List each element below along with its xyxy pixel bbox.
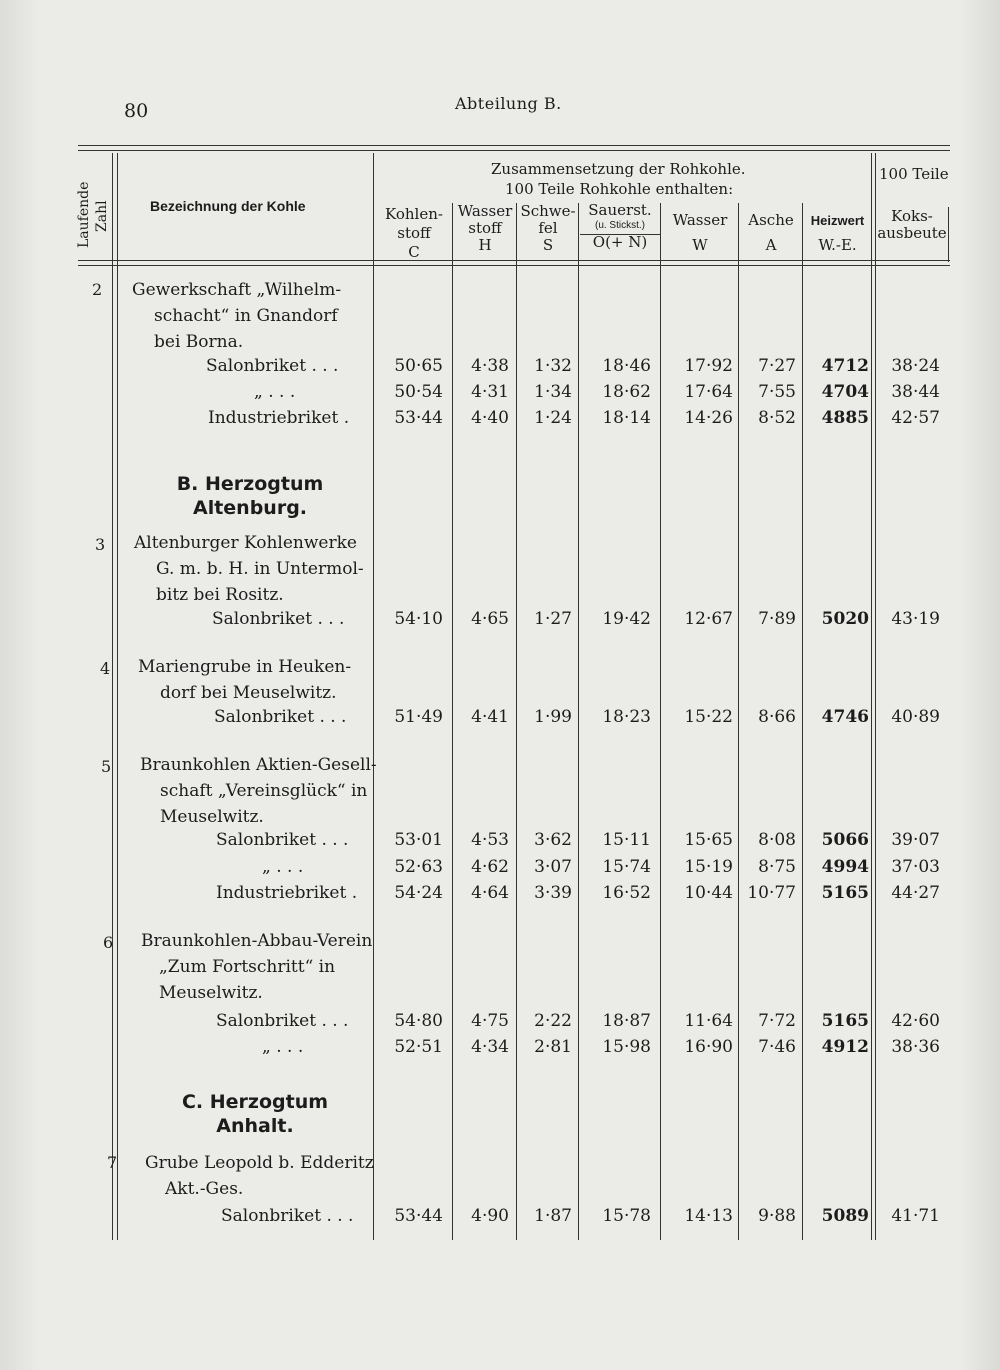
row-label: „ . . . bbox=[254, 382, 296, 402]
cell-a: 8·66 bbox=[758, 707, 796, 727]
entry-number: 5 bbox=[101, 757, 112, 776]
cell-c: 53·44 bbox=[394, 408, 443, 428]
row-label: Salonbriket . . . bbox=[214, 707, 347, 727]
col-divider-w bbox=[738, 203, 739, 1240]
entry-number: 4 bbox=[100, 659, 111, 678]
cell-k: 40·89 bbox=[891, 707, 940, 727]
col-divider-right bbox=[948, 207, 949, 262]
cell-w: 11·64 bbox=[684, 1011, 733, 1031]
cell-s: 2·81 bbox=[534, 1037, 572, 1057]
cell-h: 4·65 bbox=[471, 609, 509, 629]
cell-h: 4·31 bbox=[471, 382, 509, 402]
cell-w: 12·67 bbox=[684, 609, 733, 629]
cell-c: 50·54 bbox=[394, 382, 443, 402]
cell-w: 15·65 bbox=[684, 830, 733, 850]
header-c: Kohlen- stoff C bbox=[385, 205, 443, 261]
cell-s: 1·99 bbox=[534, 707, 572, 727]
cell-k: 43·19 bbox=[891, 609, 940, 629]
cell-a: 7·46 bbox=[758, 1037, 796, 1057]
cell-hw: 4712 bbox=[821, 356, 869, 376]
row-label: Salonbriket . . . bbox=[221, 1206, 354, 1226]
row-label: Salonbriket . . . bbox=[206, 356, 339, 376]
cell-hw: 4704 bbox=[821, 382, 869, 402]
cell-o: 18·62 bbox=[602, 382, 651, 402]
section-altenburg: B. Herzogtum Altenburg. bbox=[176, 473, 324, 519]
cell-w: 14·26 bbox=[684, 408, 733, 428]
cell-o: 15·74 bbox=[602, 857, 651, 877]
cell-a: 9·88 bbox=[758, 1206, 796, 1226]
cell-w: 17·64 bbox=[684, 382, 733, 402]
entry-name: Gewerkschaft „Wilhelm- schacht“ in Gnandorf bei Borna. bbox=[132, 280, 342, 352]
cell-o: 18·23 bbox=[602, 707, 651, 727]
section-anhalt: C. Herzogtum Anhalt. bbox=[181, 1091, 329, 1137]
cell-o: 15·11 bbox=[602, 830, 651, 850]
row-label: Salonbriket . . . bbox=[216, 1011, 349, 1031]
cell-w: 15·22 bbox=[684, 707, 733, 727]
cell-h: 4·34 bbox=[471, 1037, 509, 1057]
col-divider-s bbox=[578, 203, 579, 1240]
cell-k: 44·27 bbox=[891, 883, 940, 903]
cell-k: 42·57 bbox=[891, 408, 940, 428]
entry-name: Braunkohlen-Abbau-Verein „Zum Fortschritt“ in Meuselwitz. bbox=[141, 931, 373, 1003]
cell-hw: 4885 bbox=[821, 408, 869, 428]
cell-c: 53·01 bbox=[394, 830, 443, 850]
cell-hw: 4994 bbox=[821, 857, 869, 877]
col-divider-hw-2 bbox=[875, 153, 876, 1240]
cell-w: 15·19 bbox=[684, 857, 733, 877]
cell-s: 1·27 bbox=[534, 609, 572, 629]
running-head: Abteilung B. bbox=[455, 94, 562, 113]
cell-c: 53·44 bbox=[394, 1206, 443, 1226]
header-bottom-rule bbox=[78, 260, 950, 261]
header-a: Asche A bbox=[748, 211, 794, 254]
cell-o: 15·78 bbox=[602, 1206, 651, 1226]
cell-h: 4·40 bbox=[471, 408, 509, 428]
cell-s: 3·62 bbox=[534, 830, 572, 850]
cell-c: 54·80 bbox=[394, 1011, 443, 1031]
cell-h: 4·62 bbox=[471, 857, 509, 877]
top-rule bbox=[78, 145, 950, 146]
cell-hw: 4912 bbox=[821, 1037, 869, 1057]
cell-c: 50·65 bbox=[394, 356, 443, 376]
header-right-title: 100 Teile bbox=[879, 165, 949, 183]
entry-name: Grube Leopold b. Edderitz Akt.-Ges. bbox=[145, 1153, 374, 1199]
header-group-sub: 100 Teile Rohkohle enthalten: bbox=[505, 180, 734, 198]
header-bottom-rule-2 bbox=[78, 265, 950, 266]
cell-hw: 5165 bbox=[821, 883, 869, 903]
cell-k: 42·60 bbox=[891, 1011, 940, 1031]
entry-number: 3 bbox=[95, 535, 106, 554]
cell-o: 16·52 bbox=[602, 883, 651, 903]
cell-s: 1·24 bbox=[534, 408, 572, 428]
cell-k: 38·44 bbox=[891, 382, 940, 402]
header-laufende: Laufende bbox=[76, 181, 92, 248]
header-hw: Heizwert W.-E. bbox=[810, 213, 865, 254]
cell-h: 4·75 bbox=[471, 1011, 509, 1031]
header-o: Sauerst. (u. Stickst.) O(+ N) bbox=[588, 201, 652, 251]
cell-h: 4·41 bbox=[471, 707, 509, 727]
cell-w: 14·13 bbox=[684, 1206, 733, 1226]
cell-a: 7·89 bbox=[758, 609, 796, 629]
cell-hw: 5165 bbox=[821, 1011, 869, 1031]
col-divider-c bbox=[452, 203, 453, 1240]
header-koks: Koks- ausbeute bbox=[877, 207, 947, 242]
cell-k: 39·07 bbox=[891, 830, 940, 850]
row-label: „ . . . bbox=[262, 857, 304, 877]
cell-c: 54·10 bbox=[394, 609, 443, 629]
col-divider-no-2 bbox=[117, 153, 118, 1240]
entry-name: Mariengrube in Heuken- dorf bei Meuselwitz. bbox=[138, 657, 352, 703]
cell-o: 18·46 bbox=[602, 356, 651, 376]
cell-k: 38·36 bbox=[891, 1037, 940, 1057]
cell-h: 4·53 bbox=[471, 830, 509, 850]
cell-o: 18·87 bbox=[602, 1011, 651, 1031]
cell-w: 10·44 bbox=[684, 883, 733, 903]
entry-number: 6 bbox=[103, 933, 114, 952]
cell-a: 8·08 bbox=[758, 830, 796, 850]
row-label: Industriebriket . bbox=[216, 883, 358, 903]
cell-o: 15·98 bbox=[602, 1037, 651, 1057]
cell-h: 4·38 bbox=[471, 356, 509, 376]
col-divider-o bbox=[660, 203, 661, 1240]
cell-s: 3·39 bbox=[534, 883, 572, 903]
cell-hw: 5066 bbox=[821, 830, 869, 850]
entry-name: Altenburger Kohlenwerke G. m. b. H. in Untermol- bitz bei Rositz. bbox=[134, 533, 364, 605]
cell-c: 51·49 bbox=[394, 707, 443, 727]
col-divider-a bbox=[802, 203, 803, 1240]
header-h: Wasser stoff H bbox=[457, 202, 513, 254]
cell-o: 19·42 bbox=[602, 609, 651, 629]
row-label: Salonbriket . . . bbox=[216, 830, 349, 850]
cell-c: 52·63 bbox=[394, 857, 443, 877]
cell-a: 8·52 bbox=[758, 408, 796, 428]
cell-s: 1·87 bbox=[534, 1206, 572, 1226]
row-label: Salonbriket . . . bbox=[212, 609, 345, 629]
cell-a: 7·55 bbox=[758, 382, 796, 402]
row-label: Industriebriket . bbox=[208, 408, 350, 428]
header-w: Wasser W bbox=[672, 211, 728, 254]
cell-k: 37·03 bbox=[891, 857, 940, 877]
cell-s: 1·32 bbox=[534, 356, 572, 376]
cell-hw: 4746 bbox=[821, 707, 869, 727]
cell-k: 38·24 bbox=[891, 356, 940, 376]
col-divider-hw bbox=[871, 153, 872, 1240]
col-divider-no bbox=[112, 153, 113, 1240]
cell-hw: 5089 bbox=[821, 1206, 869, 1226]
cell-hw: 5020 bbox=[821, 609, 869, 629]
cell-a: 8·75 bbox=[758, 857, 796, 877]
col-divider-name bbox=[373, 153, 374, 1240]
header-zahl: Zahl bbox=[94, 200, 110, 232]
cell-s: 1·34 bbox=[534, 382, 572, 402]
cell-s: 3·07 bbox=[534, 857, 572, 877]
cell-c: 52·51 bbox=[394, 1037, 443, 1057]
cell-h: 4·90 bbox=[471, 1206, 509, 1226]
cell-a: 7·27 bbox=[758, 356, 796, 376]
col-divider-h bbox=[516, 203, 517, 1240]
entry-name: Braunkohlen Aktien-Gesell- schaft „Vereinsglück“ in Meuselwitz. bbox=[140, 755, 377, 827]
cell-c: 54·24 bbox=[394, 883, 443, 903]
cell-a: 7·72 bbox=[758, 1011, 796, 1031]
cell-a: 10·77 bbox=[747, 883, 796, 903]
header-group-title: Zusammensetzung der Rohkohle. bbox=[491, 160, 746, 178]
top-rule-thin bbox=[78, 150, 950, 151]
cell-s: 2·22 bbox=[534, 1011, 572, 1031]
cell-k: 41·71 bbox=[891, 1206, 940, 1226]
header-name: Bezeichnung der Kohle bbox=[150, 198, 306, 214]
cell-w: 17·92 bbox=[684, 356, 733, 376]
cell-w: 16·90 bbox=[684, 1037, 733, 1057]
cell-h: 4·64 bbox=[471, 883, 509, 903]
header-s: Schwe- fel S bbox=[520, 202, 576, 254]
entry-number: 7 bbox=[107, 1153, 118, 1172]
page-number: 80 bbox=[124, 100, 149, 122]
row-label: „ . . . bbox=[262, 1037, 304, 1057]
entry-number: 2 bbox=[92, 280, 103, 299]
cell-o: 18·14 bbox=[602, 408, 651, 428]
